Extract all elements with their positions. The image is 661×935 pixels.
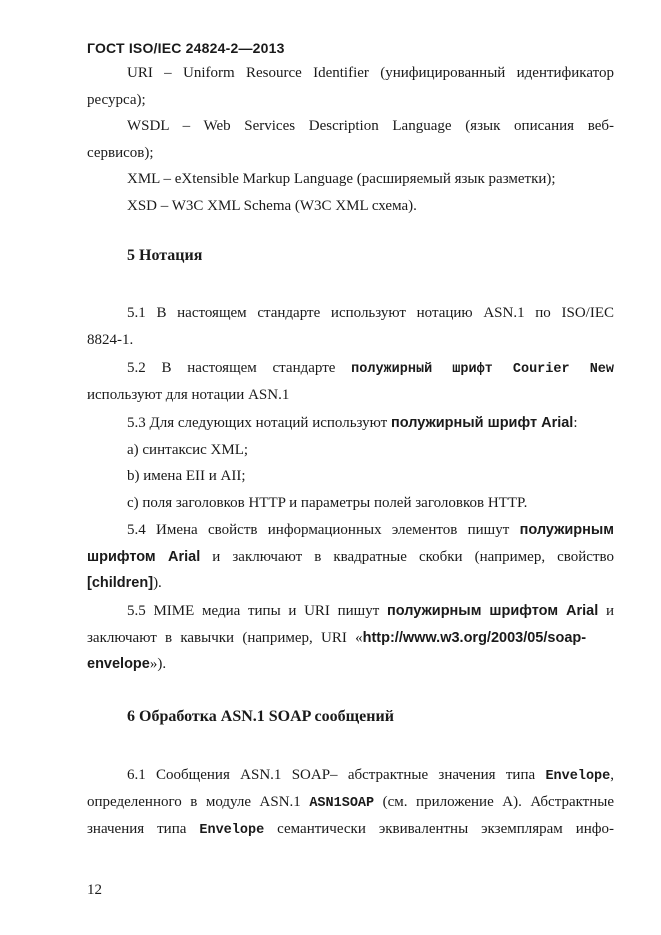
para-5-4-text: 5.4 Имена свойств информационных элементов пишут xyxy=(127,522,510,538)
para-5-2-line1 xyxy=(87,355,614,384)
para-5-5-line2-text: заключают в кавычки (например, URI « xyxy=(87,630,363,646)
section-5-heading: 5 Нотация xyxy=(127,247,203,264)
para-6-1-line2-text: определенного в модуле ASN.1 xyxy=(87,794,301,810)
abbr-wsdl-line2: сервисов); xyxy=(87,145,154,161)
para-5-4-mid: и заключают в квадратные скобки (например, свойство xyxy=(212,549,615,565)
para-6-1-line3 xyxy=(87,816,614,845)
arial-term-font: шрифтом Arial xyxy=(87,549,201,565)
para-5-4-line1 xyxy=(87,517,614,544)
para-5-5-suffix: и xyxy=(605,603,615,619)
para-5-2-line2: используют для нотации ASN.1 xyxy=(87,387,290,403)
para-6-1-line2-suffix: (см. приложение А). Абстрактные xyxy=(382,794,615,810)
page-number: 12 xyxy=(87,882,102,898)
abbr-xml: XML – eXtensible Markup Language (расширяемый язык разметки); xyxy=(127,171,556,187)
para-5-1-line1: 5.1 В настоящем стандарте используют нотацию ASN.1 по ISO/IEC xyxy=(127,305,614,321)
para-6-1-line3-suffix: семантически эквивалентны экземплярам инфо- xyxy=(277,821,615,837)
para-5-5-line1 xyxy=(87,598,614,625)
para-5-1-line2: 8824-1. xyxy=(87,332,134,348)
list-item-b: b) имена EII и AII; xyxy=(127,468,246,484)
para-5-4-line2 xyxy=(87,544,614,571)
soap-envelope-url-end: envelope xyxy=(87,656,150,672)
para-5-4-end: ). xyxy=(153,575,162,591)
abbr-uri-line1: URI – Uniform Resource Identifier (унифицированный идентификатор xyxy=(127,65,614,81)
abbr-uri-line2: ресурса); xyxy=(87,92,146,108)
abbr-wsdl-line1: WSDL – Web Services Description Language (язык описания веб- xyxy=(127,118,614,134)
list-item-a: a) синтаксис XML; xyxy=(127,442,249,458)
courier-font-term: полужирный шрифт Courier New xyxy=(351,362,614,377)
list-item-c: c) поля заголовков HTTP и параметры полей заголовков HTTP. xyxy=(127,495,528,511)
para-6-1-line3-text: значения типа xyxy=(87,821,187,837)
asn1soap-module: ASN1SOAP xyxy=(309,796,375,811)
para-6-1-line2 xyxy=(87,789,614,818)
envelope-type: Envelope, xyxy=(545,767,615,784)
abbr-xsd: XSD – W3C XML Schema (W3C XML схема). xyxy=(127,198,417,214)
document-header: ГОСТ ISO/IEC 24824-2—2013 xyxy=(87,40,285,56)
para-5-5-end: »). xyxy=(149,656,167,672)
para-6-1-line1 xyxy=(87,762,614,791)
envelope-type-2: Envelope xyxy=(199,823,265,838)
section-6-heading: 6 Обработка ASN.1 SOAP сообщений xyxy=(127,708,394,725)
para-5-3-colon: : xyxy=(573,415,578,431)
para-5-3 xyxy=(87,410,614,437)
para-5-2-text: 5.2 В настоящем стандарте xyxy=(127,360,336,376)
para-5-5-text: 5.5 MIME медиа типы и URI пишут xyxy=(127,603,380,619)
para-5-5-line3 xyxy=(87,651,614,678)
para-5-5-line2 xyxy=(87,625,614,652)
para-5-4-line3 xyxy=(87,570,614,597)
para-6-1-text: 6.1 Сообщения ASN.1 SOAP– абстрактные значения типа xyxy=(127,767,536,783)
arial-term-bold: полужирным xyxy=(519,522,615,538)
para-5-3-text: 5.3 Для следующих нотаций используют xyxy=(127,415,388,431)
arial-term-5-5: полужирным шрифтом Arial xyxy=(386,603,599,619)
soap-envelope-url: http://www.w3.org/2003/05/soap- xyxy=(362,630,587,646)
arial-font-term: полужирный шрифт Arial xyxy=(390,415,574,431)
children-property: [children] xyxy=(87,575,154,591)
